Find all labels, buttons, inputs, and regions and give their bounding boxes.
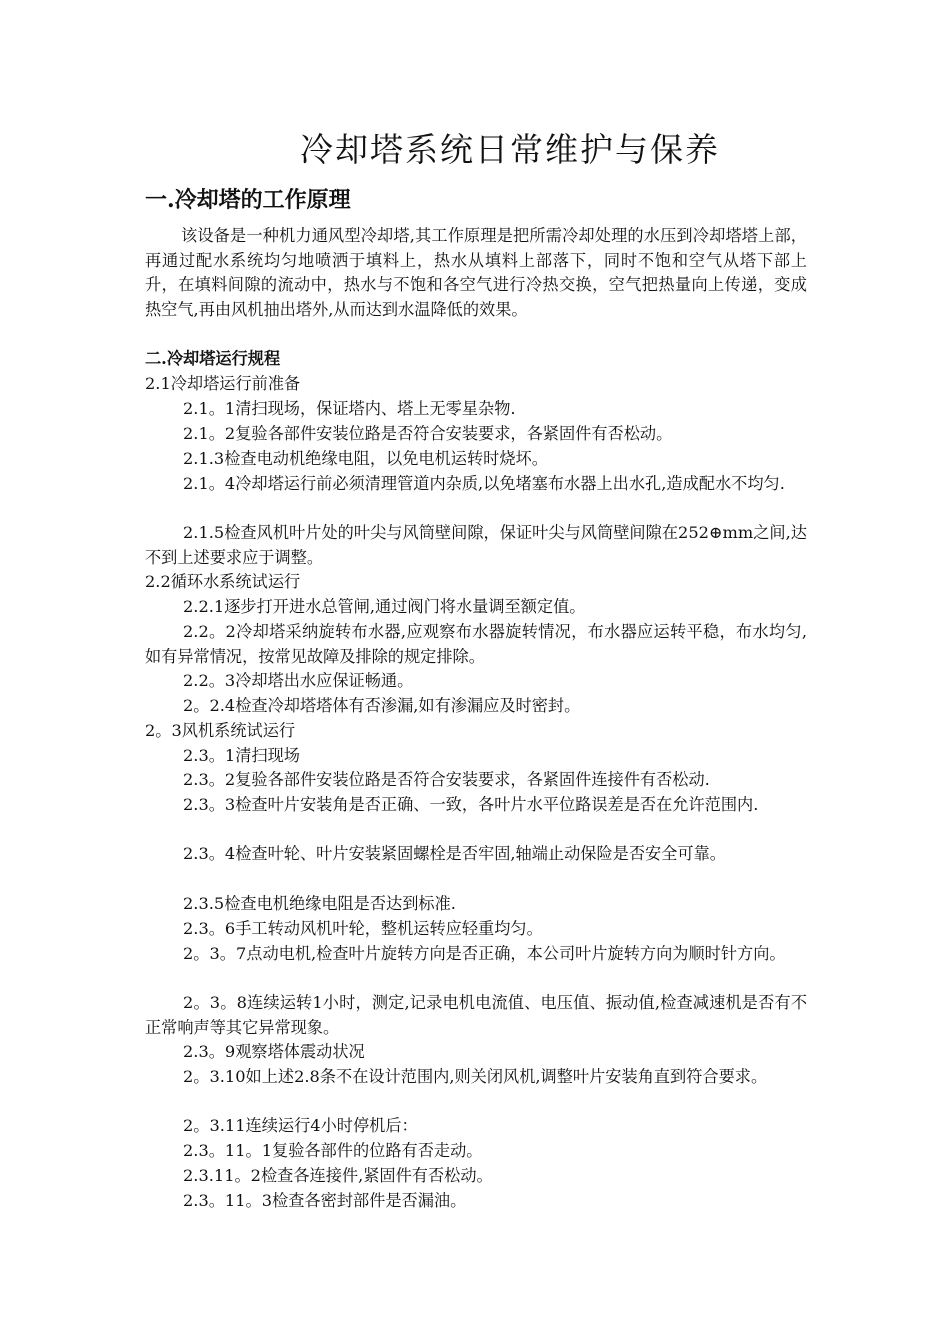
list-item: 2。2.4检查冷却塔塔体有否渗漏,如有渗漏应及时密封。 [183, 696, 581, 715]
list-item: 2.1。4冷却塔运行前必须清理管道内杂质,以免堵塞布水器上出水孔,造成配水不均匀. [183, 474, 785, 493]
subsection-heading-2-1: 2.1冷却塔运行前准备 [145, 374, 301, 393]
list-item: 2.1.3检查电动机绝缘电阻，以免电机运转时烧坏。 [183, 449, 548, 468]
list-item: 2.3。1清扫现场 [183, 746, 300, 765]
list-item: 2。3。7点动电机,检查叶片旋转方向是否正确，本公司叶片旋转方向为顺时针方向。 [183, 944, 786, 963]
list-item: 2.2。3冷却塔出水应保证畅通。 [183, 671, 414, 690]
subsection-heading-2-2: 2.2循环水系统试运行 [145, 572, 301, 591]
list-item: 2.1。2复验各部件安装位路是否符合安装要求，各紧固件有否松动。 [183, 424, 673, 443]
subsection-heading-2-3: 2。3风机系统试运行 [145, 721, 296, 740]
list-item: 2.3.5检查电机绝缘电阻是否达到标准. [183, 894, 456, 913]
list-item: 2.3。11。1复验各部件的位路有否走动。 [183, 1141, 483, 1160]
list-item: 2.1.5检查风机叶片处的叶尖与风筒壁间隙，保证叶尖与风筒壁间隙在252⊕mm之间,达不到上述要求应于调整。 [145, 523, 807, 567]
list-item: 2.3。9观察塔体震动状况 [183, 1042, 365, 1061]
list-item: 2.3.11。2检查各连接件,紧固件有否松动。 [183, 1166, 493, 1185]
section-heading-operation-rules: 二.冷却塔运行规程 [145, 349, 281, 368]
list-item: 2。3.10如上述2.8条不在设计范围内,则关闭风机,调整叶片安装角直到符合要求。 [183, 1067, 768, 1086]
list-item: 2.2。2冷却塔采纳旋转布水器,应观察布水器旋转情况，布水器应运转平稳，布水均匀,如有异常情况，按常见故障及排除的规定排除。 [145, 622, 807, 666]
list-item: 2.3。11。3检查各密封部件是否漏油。 [183, 1191, 467, 1210]
document-title: 冷却塔系统日常维护与保养 [300, 130, 720, 169]
list-item: 2.3。4检查叶轮、叶片安装紧固螺栓是否牢固,轴端止动保险是否安全可靠。 [183, 844, 726, 863]
list-item: 2.3。2复验各部件安装位路是否符合安装要求，各紧固件连接件有否松动. [183, 770, 710, 789]
list-item: 2.2.1逐步打开进水总管闸,通过阀门将水量调至额定值。 [183, 597, 586, 616]
list-item: 2。3.11连续运行4小时停机后： [183, 1116, 418, 1135]
list-item: 2.1。1清扫现场，保证塔内、塔上无零星杂物. [183, 399, 516, 418]
working-principle-paragraph: 该设备是一种机力通风型冷却塔,其工作原理是把所需冷却处理的水压到冷却塔塔上部，再通过配水系统均匀地喷洒于填料上，热水从填料上部落下，同时不饱和空气从塔下部上升，在填料间隙的流动中，热水与不饱和各空气进行冷热交换，空气把热量向上传递，变成热空气,再由风机抽出塔外,从而达到水温降低的效果。 [145, 226, 807, 320]
list-item: 2.3。6手工转动风机叶轮，整机运转应轻重均匀。 [183, 919, 543, 938]
list-item: 2。3。8连续运转1小时，测定,记录电机电流值、电压值、振动值,检查减速机是否有不正常响声等其它异常现象。 [145, 993, 807, 1037]
list-item: 2.3。3检查叶片安装角是否正确、一致，各叶片水平位路误差是否在允许范围内. [183, 795, 759, 814]
section-heading-working-principle: 一.冷却塔的工作原理 [145, 187, 351, 213]
